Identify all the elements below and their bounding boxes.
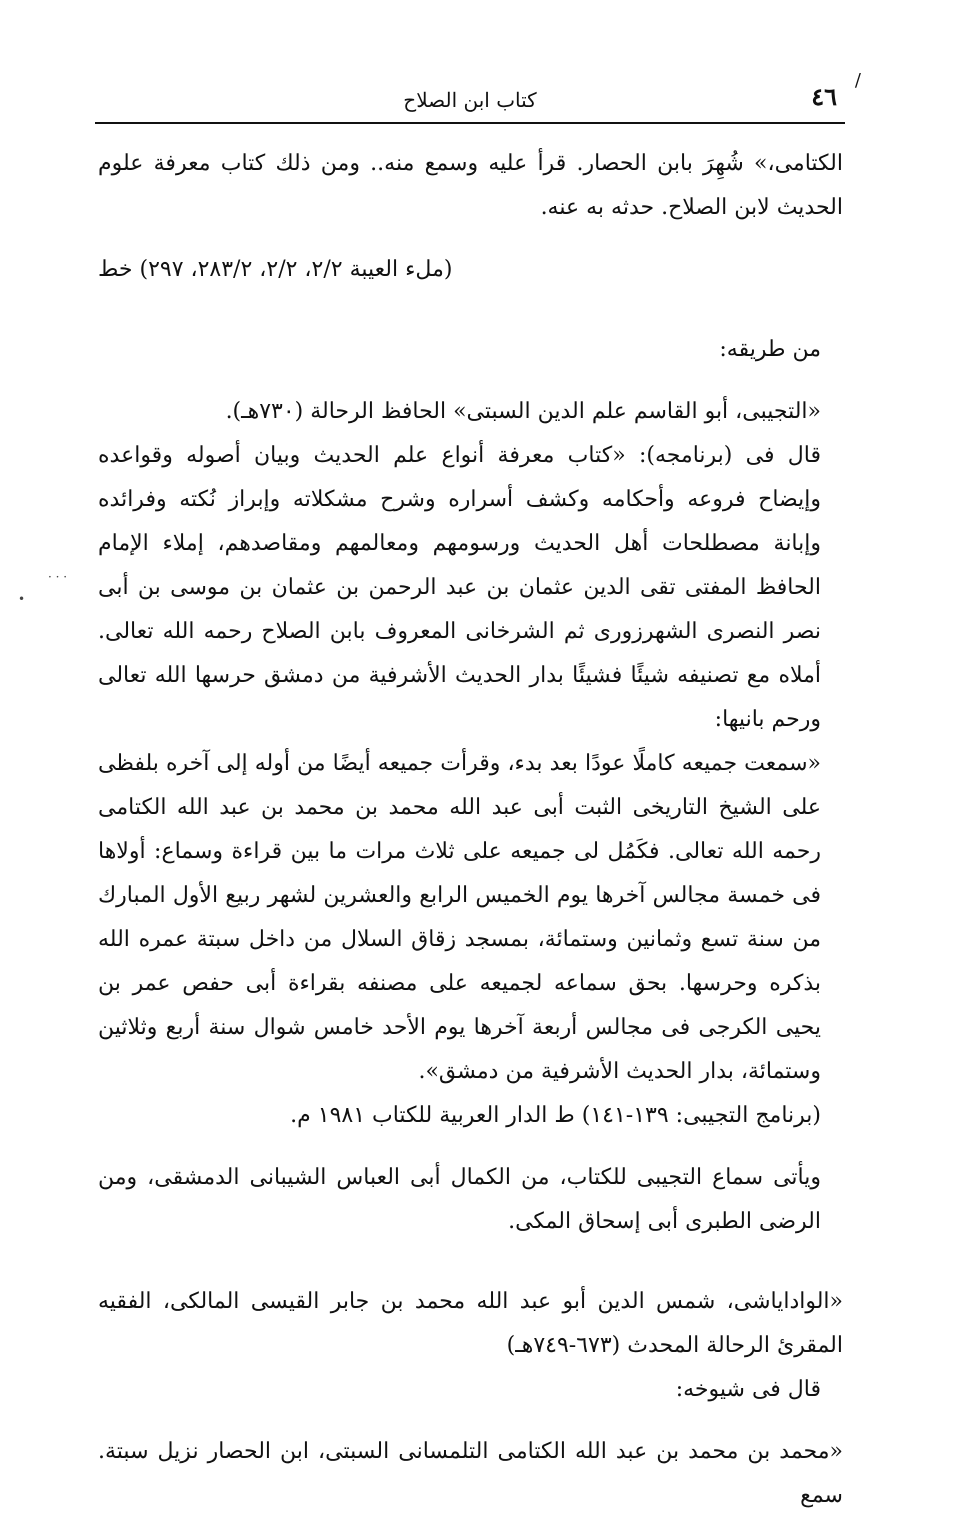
paragraph-muhammad-kattami: «محمد بن محمد بن عبد الله الكتامى التلمسانى السبتى، ابن الحصار نزيل سبتة. سمع	[98, 1439, 843, 1508]
paragraph-said-in-his-shuyukh: قال فى شيوخه:	[675, 1377, 821, 1402]
page-number: ٤٦	[811, 82, 837, 111]
paragraph-tujibi-sama: ويأتى سماع التجيبى للكتاب، من الكمال أبى العباس الشيبانى الدمشقى، ومن الرضى الطبرى أبى إسحاق المكى.	[98, 1165, 821, 1234]
margin-dots: · · ·	[48, 570, 68, 584]
paragraph-sama-quote: «سمعت جميعه كاملًا عودًا بعد بدء، وقرأت جميعه أيضًا من أوله إلى آخره بلفظى على الشيخ التاريخى الثبت أبى عبد الله محمد بن محمد بن عبد الله الكتامى رحمه الله تعالى. فكَمُل لى جميعه على ثلاث مرات ما بين قراءة وسماع: أولاها فى خمسة مجالس آخرها يوم الخميس الرابع والعشرين لشهر ربيع الأول المبارك من سنة تسع وثمانين وستمائة، بمسجد زقاق السلال من داخل سبتة عمره الله بذكره وحرسها. بحق سماعه لجميعه على مصنفه بقراءة أبى حفص عمر بن يحيى الكرجى فى مجالس أربعة آخرها يوم الأحد خامس شوال سنة أربع وثلاثين وستمائة، بدار الحديث الأشرفية من دمشق».	[98, 751, 821, 1084]
paragraph-wadiyashi-entry: «الواداياشى، شمس الدين أبو عبد الله محمد بن جابر القيسى المالكى، الفقيه المقرئ الرحالة المحدث (٦٧٣-٧٤٩هـ)	[98, 1289, 843, 1358]
margin-dot: •	[18, 592, 26, 606]
paragraph-barnamaj-quote: قال فى (برنامجه): «كتاب معرفة أنواع علم الحديث وبيان أصوله وقواعده وإيضاح فروعه وأحكامه وكشف أسراره وشرح مشكلاته وإبراز نُكته وفرائده وإبانة مصطلحات أهل الحديث ورسومهم ومعالمهم ومقاصدهم، إملاء الإمام الحافظ المفتى تقى الدين عثمان بن عبد الرحمن بن عثمان بن موسى بن أبى نصر النصرى الشهرزورى ثم الشرخانى المعروف بابن الصلاح رحمه الله تعالى. أملاه مع تصنيفه شيئًا فشيئًا بدار الحديث الأشرفية من دمشق حرسها الله تعالى ورحم بانيها:	[98, 443, 821, 732]
citation-mil-al-ayba: (ملء العيبة ٢/٢، ٢/٢، ٢٨٣/٢، ٢٩٧) خط	[98, 257, 453, 282]
paragraph-tujibi-entry: «التجيبى، أبو القاسم علم الدين السبتى» الحافظ الرحالة (٧٣٠هـ).	[225, 399, 821, 424]
paragraph-from-his-path: من طريقه:	[719, 337, 821, 362]
page-body	[98, 142, 843, 1518]
running-title: كتاب ابن الصلاح	[403, 88, 537, 112]
citation-barnamaj-tujibi: (برنامج التجيبى: ١٣٩-١٤١) ط الدار العربية للكتاب ١٩٨١ م.	[290, 1103, 821, 1128]
paragraph-kattami-ibn-hassar: الكتامى،» شُهِرَ بابن الحصار. قرأ عليه وسمع منه.. ومن ذلك كتاب معرفة علوم الحديث لابن الصلاح. حدثه به عنه.	[98, 151, 843, 220]
page-header	[95, 80, 845, 124]
corner-mark: /	[854, 70, 861, 91]
